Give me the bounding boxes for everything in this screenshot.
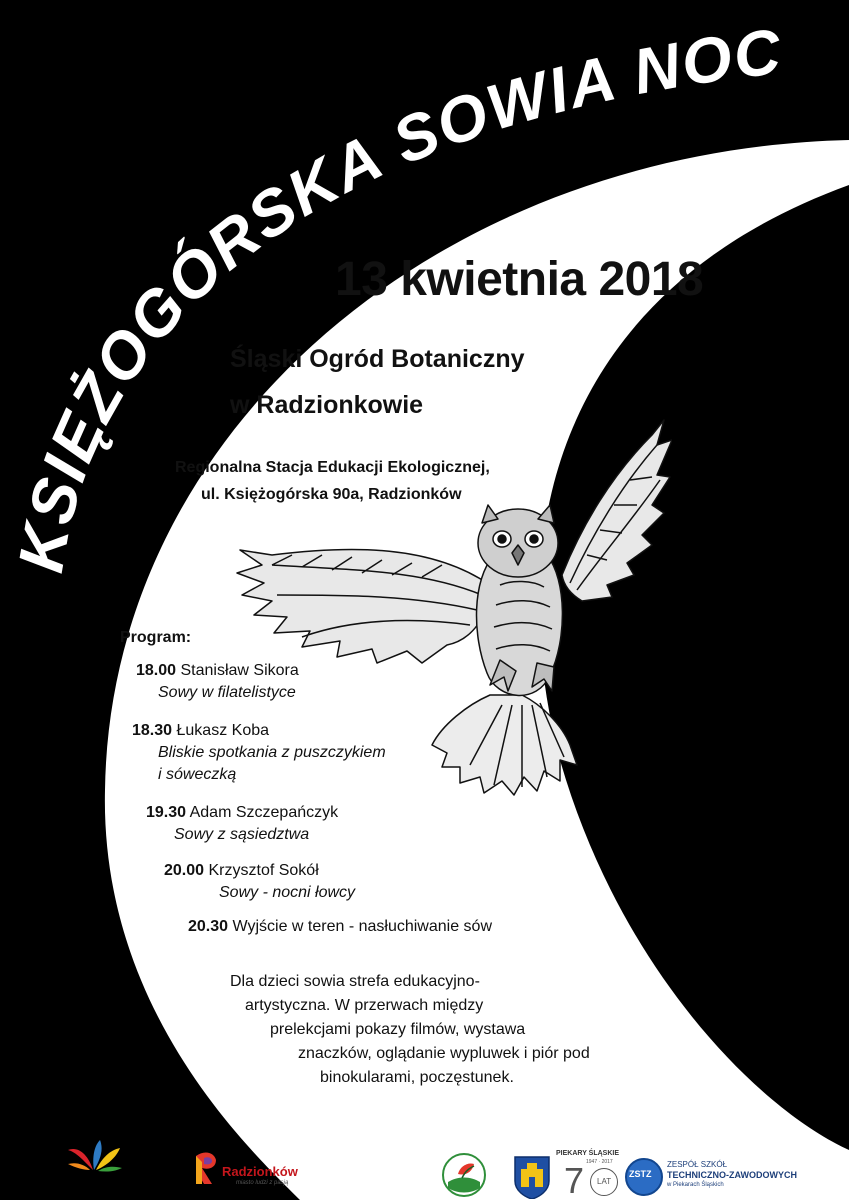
eco-station-logo: [440, 1152, 488, 1198]
piekary-logo-name: PIEKARY ŚLĄSKIE: [556, 1150, 620, 1157]
piekary-anniversary-logo: [556, 1150, 622, 1200]
program-item-time: 18.00: [136, 662, 177, 679]
radzionkow-logo-slogan: miasto ludzi z pasją: [236, 1180, 289, 1186]
program-item-talk: Sowy w filatelistyce: [158, 684, 296, 701]
radzionkow-logo: [190, 1148, 310, 1196]
address-line-1: Regionalna Stacja Edukacji Ekologicznej,: [175, 459, 490, 476]
eco-leaf-logo-icon: [440, 1152, 488, 1198]
program-item-talk: Sowy z sąsiedztwa: [174, 826, 310, 843]
flower-logo-icon: [38, 1138, 153, 1172]
school-logo-badge-text: ZSTZ: [629, 1169, 652, 1179]
kids-info-line: Dla dzieci sowia strefa edukacyjno-: [230, 973, 480, 990]
piekary-logo-number: 7: [564, 1160, 585, 1200]
title-text: KSIĘŻOGÓRSKA SOWIA NOC: [4, 14, 787, 578]
program-item-time: 20.00: [164, 862, 205, 879]
kids-info-line: znaczków, oglądanie wypluwek i piór pod: [298, 1045, 590, 1062]
program-item-speaker: Stanisław Sikora: [180, 662, 299, 679]
program-item-time: 18.30: [132, 722, 173, 739]
school-logo-line3: w Piekarach Śląskich: [667, 1182, 724, 1188]
program-item: [164, 862, 355, 902]
program-item-speaker: Krzysztof Sokół: [208, 862, 319, 879]
piekary-logo-lat: LAT: [597, 1177, 612, 1186]
program-item-speaker: Łukasz Koba: [176, 722, 270, 739]
program-heading: Program:: [120, 629, 192, 646]
school-logo: [625, 1158, 815, 1198]
program-item-talk: Bliskie spotkania z puszczykiem: [158, 744, 386, 761]
program-item-time: 19.30: [146, 804, 187, 821]
piekary-logo-years: 1947 · 2017: [586, 1159, 613, 1165]
venue-name: Śląski Ogród Botaniczny: [230, 345, 525, 373]
city-crest-icon: [513, 1155, 551, 1199]
program-item-time: 20.30: [188, 918, 229, 935]
address-line-2: ul. Księżogórska 90a, Radzionków: [201, 486, 462, 503]
city-crest-logo: [513, 1155, 551, 1199]
program-item-talk: i sóweczką: [158, 766, 237, 783]
event-date: 13 kwietnia 2018: [335, 253, 704, 306]
program-item: [136, 662, 299, 702]
garden-logo-line2: w Radzionkowie: [58, 1186, 126, 1197]
school-logo-line2: TECHNICZNO-ZAWODOWYCH: [667, 1170, 797, 1180]
program-item-speaker: Adam Szczepańczyk: [189, 804, 339, 821]
kids-info-line: binokularami, poczęstunek.: [320, 1069, 514, 1086]
venue-city: w Radzionkowie: [230, 391, 424, 419]
program-item: [146, 804, 338, 844]
garden-logo: [38, 1138, 153, 1198]
radzionkow-logo-name: Radzionków: [222, 1164, 298, 1179]
program-item: [188, 918, 492, 936]
radzionkow-emblem-icon: [190, 1148, 220, 1188]
kids-info-line: prelekcjami pokazy filmów, wystawa: [270, 1021, 526, 1038]
program-item-talk: Sowy - nocni łowcy: [219, 884, 356, 901]
kids-info-line: artystyczna. W przerwach między: [245, 997, 484, 1014]
school-logo-line1: ZESPÓŁ SZKÓŁ: [667, 1160, 728, 1169]
program-item-speaker: Wyjście w teren - nasłuchiwanie sów: [232, 918, 493, 935]
garden-logo-line1: Śląski Ogród Botaniczny: [44, 1174, 145, 1185]
program-item: [132, 722, 386, 784]
kids-info: [180, 970, 640, 1090]
